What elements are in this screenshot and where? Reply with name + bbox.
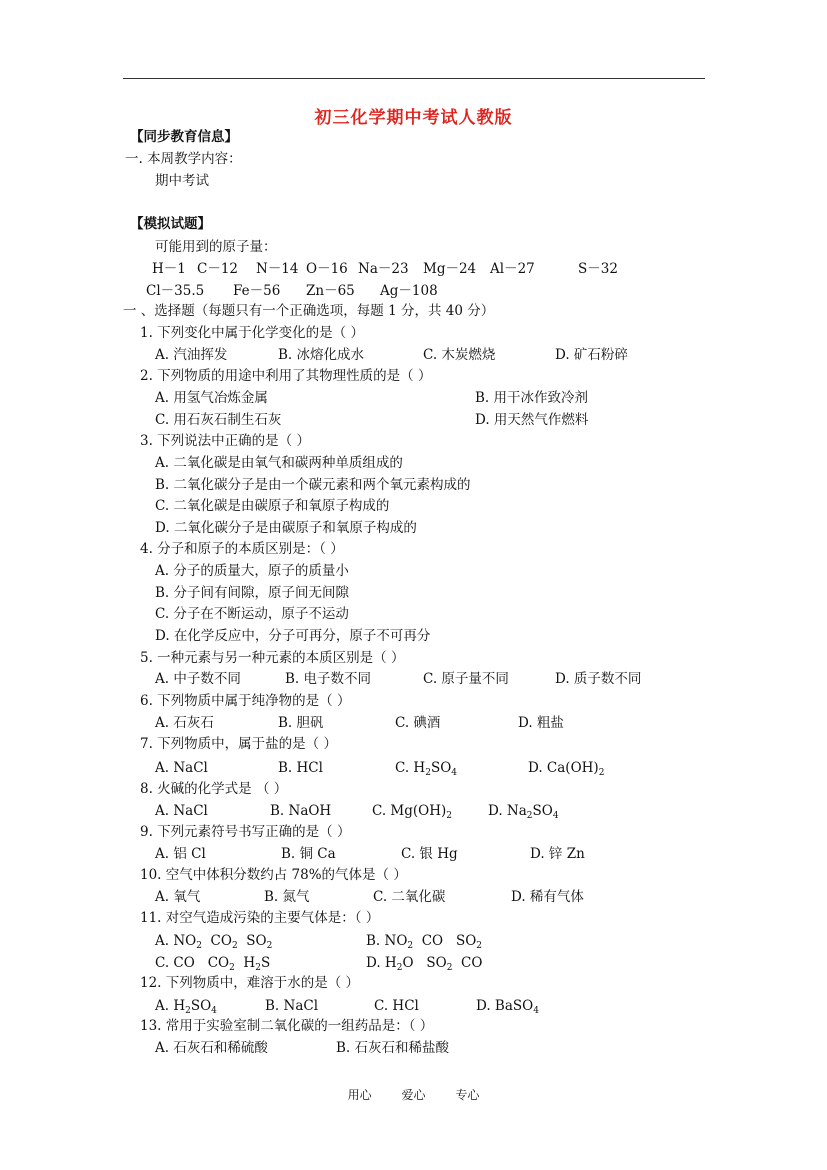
footer-text: 专心 [455,1088,480,1102]
question-6-stem: 6. 下列物质中属于纯净物的是（ ） [140,693,351,709]
question-1-option-d: D. 矿石粉碎 [555,347,628,363]
question-12-option-a: A. $H_2SO_4$ [155,998,217,1016]
footer-text: 爱心 [401,1088,426,1102]
atomic-mass: Ag－108 [380,283,438,299]
question-13-option-a: A. 石灰石和稀硫酸 [155,1040,268,1056]
question-8-option-a: A. NaCl [155,803,208,819]
question-13-option-b: B. 石灰石和稀盐酸 [336,1040,450,1056]
question-2-stem: 2. 下列物质的用途中利用了其物理性质的是（ ） [140,368,432,384]
question-12-option-c: C. HCl [374,998,419,1014]
question-11-option-c: C. CO $CO_2$ $H_2S$ [155,955,271,973]
question-3-option-c: C. 二氧化碳是由碳原子和氧原子构成的 [155,498,390,514]
question-3-option-b: B. 二氧化碳分子是由一个碳元素和两个氧元素构成的 [155,477,471,493]
question-9-option-a: A. 铝 Cl [155,846,206,862]
question-8-option-b: B. NaOH [270,803,332,819]
question-7-option-d: D. $Ca(OH)_2$ [528,760,605,778]
question-7-option-c: C. $H_2SO_4$ [395,760,458,778]
question-10-option-a: A. 氧气 [155,889,201,905]
question-6-option-d: D. 粗盐 [518,715,564,731]
question-1-stem: 1. 下列变化中属于化学变化的是（ ） [140,325,364,341]
question-3-stem: 3. 下列说法中正确的是（ ） [140,433,310,449]
question-4-option-d: D. 在化学反应中，分子可再分，原子不可再分 [155,628,431,644]
teaching-content-label: 一. 本周教学内容： [125,151,242,167]
question-1-option-b: B. 冰熔化成水 [278,347,365,363]
question-5-stem: 5. 一种元素与另一种元素的本质区别是（ ） [140,650,405,666]
question-1-option-c: C. 木炭燃烧 [423,347,496,363]
question-4-stem: 4. 分子和原子的本质区别是：（ ） [140,541,344,557]
atomic-mass: Mg－24 [423,261,477,277]
atomic-mass: Fe－56 [233,283,281,299]
question-9-option-d: D. 锌 Zn [530,846,585,862]
question-7-stem: 7. 下列物质中，属于盐的是（ ） [140,736,337,752]
atomic-mass-intro: 可能用到的原子量： [155,239,277,255]
question-10-option-d: D. 稀有气体 [511,889,584,905]
question-6-option-a: A. 石灰石 [155,715,214,731]
atomic-mass: Zn－65 [306,283,355,299]
section-header-info: 【同步教育信息】 [130,129,238,145]
question-8-option-c: C. $Mg(OH)_2$ [372,803,453,821]
question-3-option-d: D. 二氧化碳分子是由碳原子和氧原子构成的 [155,520,417,536]
atomic-mass: Cl－35.5 [146,283,205,299]
question-2-option-d: D. 用天然气作燃料 [475,412,589,428]
page-footer [0,1086,827,1103]
teaching-content-value: 期中考试 [155,173,209,189]
question-2-option-c: C. 用石灰石制生石灰 [155,412,282,428]
question-4-option-a: A. 分子的质量大，原子的质量小 [155,563,349,579]
question-8-option-d: D. $Na_2SO_4$ [488,803,559,821]
atomic-mass: Na－23 [358,261,409,277]
question-8-stem: 8. 火碱的化学式是 （ ） [140,781,288,797]
question-9-option-c: C. 银 Hg [401,846,458,862]
question-5-option-b: B. 电子数不同 [285,671,372,687]
question-11-option-d: D. $H_2O$ $SO_2$ CO [366,955,483,973]
question-3-option-a: A. 二氧化碳是由氧气和碳两种单质组成的 [155,455,403,471]
question-7-option-b: B. HCl [278,760,323,776]
question-10-option-b: B. 氮气 [264,889,310,905]
question-11-option-b: B. $NO_2$ CO $SO_2$ [366,933,483,951]
question-1-option-a: A. 汽油挥发 [155,347,228,363]
question-2-option-a: A. 用氢气冶炼金属 [155,390,268,406]
page-title: 初三化学期中考试人教版 [314,108,513,128]
question-6-option-b: B. 胆矾 [278,715,324,731]
footer-text: 用心 [347,1088,372,1102]
header-rule [123,78,705,79]
question-5-option-d: D. 质子数不同 [555,671,642,687]
question-4-option-c: C. 分子在不断运动，原子不运动 [155,606,349,622]
question-9-stem: 9. 下列元素符号书写正确的是（ ） [140,824,351,840]
atomic-mass: C－12 [197,261,239,277]
question-4-option-b: B. 分子间有间隙，原子间无间隙 [155,585,350,601]
part1-header: 一 、选择题（每题只有一个正确选项，每题 1 分，共 40 分） [123,303,495,319]
question-5-option-a: A. 中子数不同 [155,671,241,687]
question-11-stem: 11. 对空气造成污染的主要气体是：（ ） [140,910,380,926]
atomic-mass: H－1 [152,261,186,277]
question-6-option-c: C. 碘酒 [395,715,441,731]
question-5-option-c: C. 原子量不同 [423,671,509,687]
question-9-option-b: B. 铜 Ca [281,846,336,862]
question-11-option-a: A. $NO_2$ $CO_2$ $SO_2$ [155,933,273,951]
question-13-stem: 13. 常用于实验室制二氧化碳的一组药品是：（ ） [140,1018,434,1034]
section-header-mock: 【模拟试题】 [130,216,211,232]
question-10-option-c: C. 二氧化碳 [373,889,446,905]
question-10-stem: 10. 空气中体积分数约占 78%的气体是（ ） [140,867,407,883]
question-2-option-b: B. 用干冰作致冷剂 [475,390,589,406]
question-12-option-d: D. BaSO$_4$ [476,998,539,1016]
question-12-option-b: B. NaCl [265,998,319,1014]
atomic-mass: S－32 [578,261,618,277]
atomic-mass: Al－27 [490,261,535,277]
atomic-mass: N－14 [256,261,299,277]
question-7-option-a: A. NaCl [155,760,208,776]
question-12-stem: 12. 下列物质中，难溶于水的是（ ） [140,975,360,991]
atomic-mass: O－16 [306,261,348,277]
